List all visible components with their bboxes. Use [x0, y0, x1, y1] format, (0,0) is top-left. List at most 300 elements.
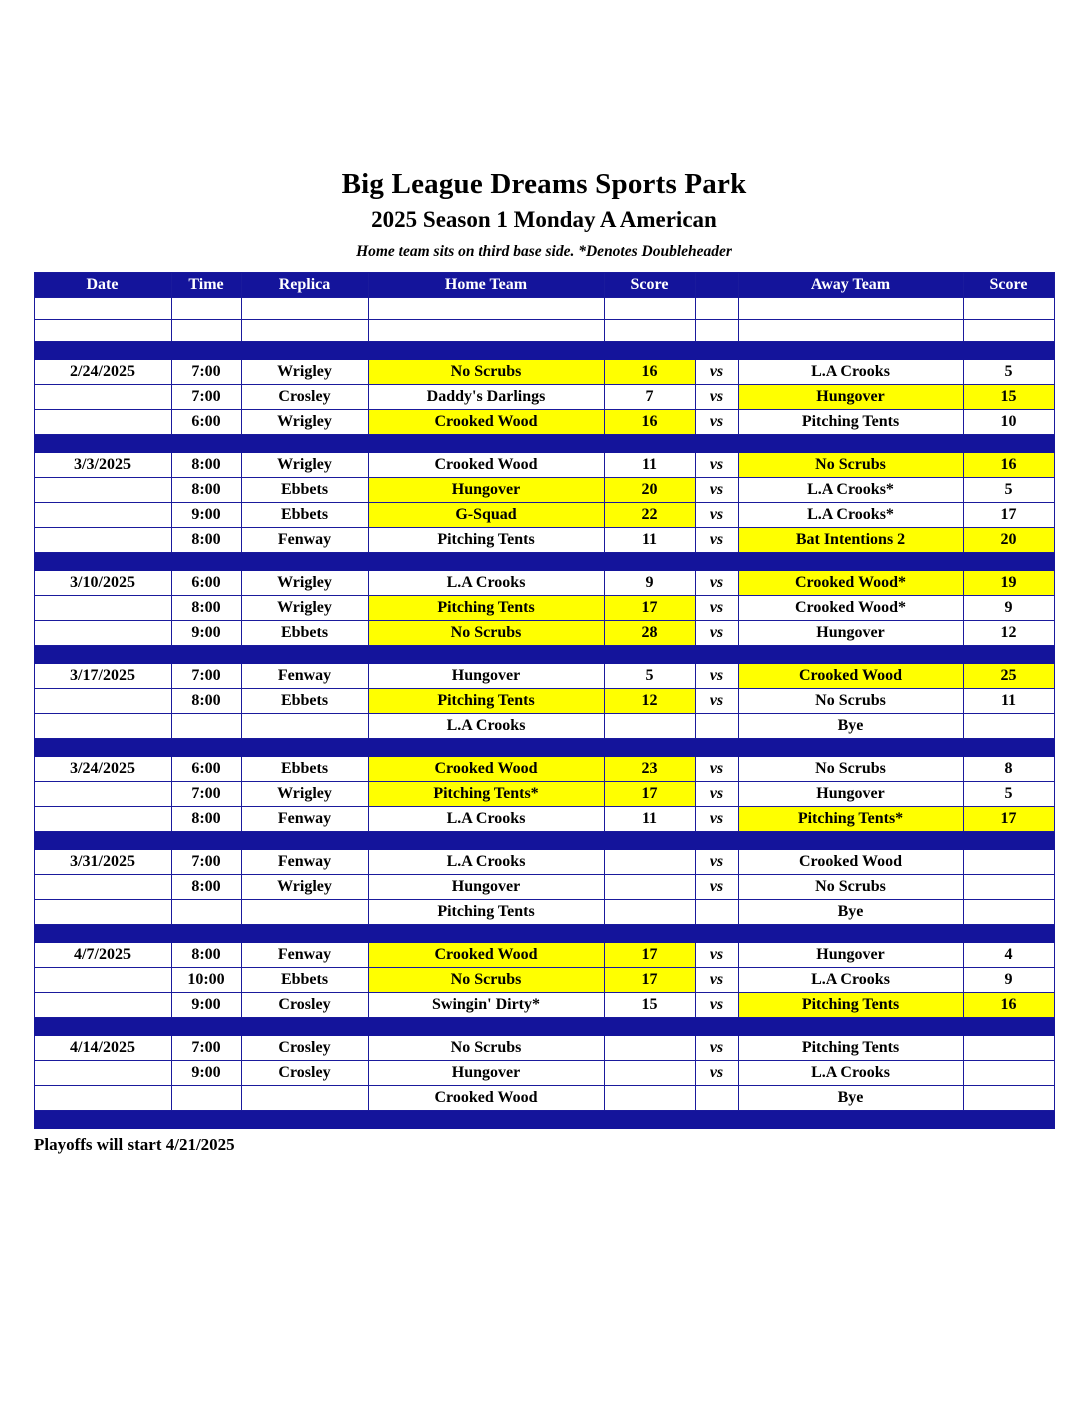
cell-home-team: Hungover: [368, 478, 604, 503]
page-note: Home team sits on third base side. *Denotes Doubleheader: [356, 242, 732, 260]
spacer-cell: [368, 320, 604, 342]
column-header-home-team: Home Team: [368, 273, 604, 298]
cell-home-score: 9: [604, 571, 695, 596]
cell-vs: vs: [695, 360, 738, 385]
table-row: [34, 1086, 1054, 1111]
cell-vs: [695, 1086, 738, 1111]
cell-away-team: Hungover: [738, 943, 963, 968]
cell-date: [34, 528, 171, 553]
separator-cell: [171, 435, 241, 453]
week-separator-row: [34, 646, 1054, 664]
separator-cell: [604, 342, 695, 360]
cell-home-score: [604, 1086, 695, 1111]
separator-cell: [368, 1018, 604, 1036]
cell-home-team: L.A Crooks: [368, 571, 604, 596]
table-row: [34, 621, 1054, 646]
cell-time: 8:00: [171, 478, 241, 503]
column-header-date: Date: [34, 273, 171, 298]
cell-home-score: 12: [604, 689, 695, 714]
week-separator-row: [34, 553, 1054, 571]
spacer-cell: [738, 298, 963, 320]
cell-away-team: No Scrubs: [738, 453, 963, 478]
cell-time: 7:00: [171, 850, 241, 875]
cell-replica: Wrigley: [241, 782, 368, 807]
cell-home-team: G-Squad: [368, 503, 604, 528]
separator-cell: [34, 342, 171, 360]
cell-home-score: [604, 1036, 695, 1061]
cell-home-team: Pitching Tents: [368, 900, 604, 925]
cell-date: 3/10/2025: [34, 571, 171, 596]
separator-cell: [368, 342, 604, 360]
spacer-cell: [963, 298, 1054, 320]
cell-replica: Crosley: [241, 385, 368, 410]
cell-home-score: [604, 1061, 695, 1086]
cell-replica: Fenway: [241, 528, 368, 553]
cell-time: 8:00: [171, 453, 241, 478]
cell-time: 6:00: [171, 571, 241, 596]
cell-vs: vs: [695, 410, 738, 435]
separator-cell: [695, 1018, 738, 1036]
cell-vs: vs: [695, 596, 738, 621]
cell-date: [34, 714, 171, 739]
spacer-cell: [241, 320, 368, 342]
cell-away-team: No Scrubs: [738, 757, 963, 782]
cell-date: [34, 993, 171, 1018]
separator-cell: [368, 925, 604, 943]
separator-cell: [963, 832, 1054, 850]
separator-cell: [695, 832, 738, 850]
separator-cell: [241, 435, 368, 453]
cell-vs: [695, 714, 738, 739]
separator-cell: [171, 1111, 241, 1129]
cell-time: [171, 1086, 241, 1111]
cell-home-score: 17: [604, 596, 695, 621]
cell-replica: Fenway: [241, 943, 368, 968]
cell-replica: Wrigley: [241, 453, 368, 478]
cell-replica: Wrigley: [241, 596, 368, 621]
cell-away-score: 16: [963, 453, 1054, 478]
separator-cell: [171, 832, 241, 850]
cell-vs: vs: [695, 453, 738, 478]
separator-cell: [695, 739, 738, 757]
separator-cell: [738, 342, 963, 360]
page-subtitle: 2025 Season 1 Monday A American: [371, 207, 717, 233]
table-row: [34, 807, 1054, 832]
cell-time: 6:00: [171, 410, 241, 435]
cell-away-team: L.A Crooks*: [738, 503, 963, 528]
table-row: [34, 1061, 1054, 1086]
cell-time: 7:00: [171, 385, 241, 410]
separator-cell: [241, 1111, 368, 1129]
separator-cell: [963, 646, 1054, 664]
separator-cell: [368, 646, 604, 664]
cell-away-team: L.A Crooks: [738, 968, 963, 993]
spacer-cell: [171, 320, 241, 342]
cell-time: 10:00: [171, 968, 241, 993]
cell-time: 8:00: [171, 689, 241, 714]
cell-away-score: 17: [963, 503, 1054, 528]
cell-away-score: 25: [963, 664, 1054, 689]
cell-date: [34, 807, 171, 832]
separator-cell: [34, 435, 171, 453]
separator-cell: [604, 925, 695, 943]
cell-time: 9:00: [171, 993, 241, 1018]
cell-home-score: [604, 875, 695, 900]
separator-cell: [963, 435, 1054, 453]
separator-cell: [604, 1018, 695, 1036]
cell-away-score: 20: [963, 528, 1054, 553]
cell-away-score: 17: [963, 807, 1054, 832]
cell-replica: Fenway: [241, 850, 368, 875]
cell-home-score: 16: [604, 360, 695, 385]
cell-vs: vs: [695, 875, 738, 900]
cell-home-score: 15: [604, 993, 695, 1018]
table-header-row: [34, 273, 1054, 298]
table-row: [34, 968, 1054, 993]
cell-away-score: 19: [963, 571, 1054, 596]
cell-away-team: L.A Crooks: [738, 360, 963, 385]
cell-date: 2/24/2025: [34, 360, 171, 385]
cell-away-team: L.A Crooks*: [738, 478, 963, 503]
week-separator-row: [34, 925, 1054, 943]
cell-vs: vs: [695, 528, 738, 553]
table-row: [34, 689, 1054, 714]
table-row: [34, 596, 1054, 621]
spacer-row: [34, 320, 1054, 342]
cell-replica: Ebbets: [241, 757, 368, 782]
separator-cell: [738, 1111, 963, 1129]
separator-cell: [171, 553, 241, 571]
separator-cell: [963, 342, 1054, 360]
spacer-cell: [695, 320, 738, 342]
cell-date: [34, 478, 171, 503]
week-separator-row: [34, 1111, 1054, 1129]
cell-away-team: Pitching Tents: [738, 993, 963, 1018]
cell-date: [34, 875, 171, 900]
cell-date: 4/7/2025: [34, 943, 171, 968]
cell-home-score: 11: [604, 807, 695, 832]
table-body: [34, 298, 1054, 1129]
separator-cell: [34, 646, 171, 664]
table-row: [34, 571, 1054, 596]
cell-home-score: 23: [604, 757, 695, 782]
cell-home-score: 20: [604, 478, 695, 503]
cell-away-team: Bye: [738, 1086, 963, 1111]
cell-home-score: [604, 850, 695, 875]
cell-away-score: 11: [963, 689, 1054, 714]
separator-cell: [171, 342, 241, 360]
cell-home-score: 17: [604, 968, 695, 993]
cell-home-score: 17: [604, 782, 695, 807]
cell-vs: vs: [695, 943, 738, 968]
cell-replica: Wrigley: [241, 571, 368, 596]
separator-cell: [34, 832, 171, 850]
cell-replica: Crosley: [241, 1061, 368, 1086]
cell-away-team: Pitching Tents: [738, 1036, 963, 1061]
spacer-cell: [604, 298, 695, 320]
separator-cell: [604, 646, 695, 664]
cell-time: [171, 900, 241, 925]
cell-away-score: 8: [963, 757, 1054, 782]
cell-date: [34, 1086, 171, 1111]
document-header: [0, 0, 1088, 261]
cell-home-team: Pitching Tents: [368, 596, 604, 621]
separator-cell: [604, 832, 695, 850]
cell-replica: [241, 900, 368, 925]
spacer-row: [34, 298, 1054, 320]
table-row: [34, 1036, 1054, 1061]
cell-home-team: No Scrubs: [368, 1036, 604, 1061]
cell-home-team: Pitching Tents: [368, 689, 604, 714]
cell-away-score: [963, 875, 1054, 900]
schedule-table: [34, 272, 1055, 1129]
separator-cell: [171, 1018, 241, 1036]
cell-date: [34, 621, 171, 646]
separator-cell: [695, 342, 738, 360]
cell-home-score: 7: [604, 385, 695, 410]
cell-home-team: No Scrubs: [368, 621, 604, 646]
separator-cell: [963, 553, 1054, 571]
cell-away-team: Crooked Wood: [738, 664, 963, 689]
separator-cell: [34, 739, 171, 757]
week-separator-row: [34, 739, 1054, 757]
cell-away-score: 10: [963, 410, 1054, 435]
table-row: [34, 943, 1054, 968]
separator-cell: [241, 342, 368, 360]
separator-cell: [368, 832, 604, 850]
separator-cell: [34, 925, 171, 943]
table-row: [34, 875, 1054, 900]
cell-away-team: Crooked Wood*: [738, 596, 963, 621]
cell-time: 6:00: [171, 757, 241, 782]
cell-away-score: 4: [963, 943, 1054, 968]
spacer-cell: [368, 298, 604, 320]
separator-cell: [738, 1018, 963, 1036]
cell-home-score: 11: [604, 528, 695, 553]
table-row: [34, 478, 1054, 503]
cell-time: 7:00: [171, 782, 241, 807]
cell-away-score: 9: [963, 968, 1054, 993]
column-header-replica: Replica: [241, 273, 368, 298]
cell-date: 4/14/2025: [34, 1036, 171, 1061]
cell-vs: vs: [695, 664, 738, 689]
cell-away-team: Hungover: [738, 782, 963, 807]
separator-cell: [738, 925, 963, 943]
cell-replica: Wrigley: [241, 410, 368, 435]
cell-away-score: [963, 714, 1054, 739]
separator-cell: [963, 739, 1054, 757]
table-row: [34, 360, 1054, 385]
cell-away-score: [963, 1086, 1054, 1111]
cell-vs: vs: [695, 850, 738, 875]
separator-cell: [171, 739, 241, 757]
separator-cell: [241, 925, 368, 943]
cell-date: 3/3/2025: [34, 453, 171, 478]
cell-date: [34, 410, 171, 435]
cell-vs: vs: [695, 621, 738, 646]
cell-vs: vs: [695, 478, 738, 503]
cell-time: 9:00: [171, 1061, 241, 1086]
cell-away-team: Crooked Wood*: [738, 571, 963, 596]
cell-date: 3/24/2025: [34, 757, 171, 782]
cell-vs: vs: [695, 689, 738, 714]
cell-home-team: Hungover: [368, 1061, 604, 1086]
separator-cell: [738, 832, 963, 850]
cell-home-score: [604, 900, 695, 925]
cell-home-team: No Scrubs: [368, 360, 604, 385]
playoffs-note: Playoffs will start 4/21/2025: [34, 1135, 235, 1155]
cell-away-team: No Scrubs: [738, 875, 963, 900]
cell-replica: [241, 1086, 368, 1111]
separator-cell: [604, 553, 695, 571]
separator-cell: [368, 553, 604, 571]
cell-away-score: [963, 1061, 1054, 1086]
cell-away-score: 12: [963, 621, 1054, 646]
cell-away-score: [963, 1036, 1054, 1061]
cell-time: 9:00: [171, 621, 241, 646]
separator-cell: [171, 925, 241, 943]
cell-home-team: Crooked Wood: [368, 453, 604, 478]
separator-cell: [738, 553, 963, 571]
separator-cell: [738, 646, 963, 664]
cell-away-team: No Scrubs: [738, 689, 963, 714]
cell-away-team: Pitching Tents: [738, 410, 963, 435]
cell-home-team: L.A Crooks: [368, 807, 604, 832]
table-row: [34, 410, 1054, 435]
cell-time: 7:00: [171, 1036, 241, 1061]
cell-replica: Wrigley: [241, 875, 368, 900]
cell-vs: [695, 900, 738, 925]
cell-home-team: Pitching Tents*: [368, 782, 604, 807]
cell-home-score: 28: [604, 621, 695, 646]
spacer-cell: [34, 320, 171, 342]
spacer-cell: [34, 298, 171, 320]
separator-cell: [963, 1111, 1054, 1129]
separator-cell: [738, 435, 963, 453]
table-row: [34, 503, 1054, 528]
cell-home-team: Hungover: [368, 664, 604, 689]
cell-time: 9:00: [171, 503, 241, 528]
spacer-cell: [604, 320, 695, 342]
cell-vs: vs: [695, 807, 738, 832]
cell-date: 3/31/2025: [34, 850, 171, 875]
separator-cell: [241, 646, 368, 664]
cell-date: [34, 596, 171, 621]
cell-time: [171, 714, 241, 739]
cell-date: [34, 503, 171, 528]
separator-cell: [368, 739, 604, 757]
cell-away-score: 16: [963, 993, 1054, 1018]
cell-replica: Wrigley: [241, 360, 368, 385]
cell-away-score: 15: [963, 385, 1054, 410]
separator-cell: [241, 553, 368, 571]
cell-vs: vs: [695, 503, 738, 528]
week-separator-row: [34, 1018, 1054, 1036]
cell-vs: vs: [695, 968, 738, 993]
cell-replica: Crosley: [241, 993, 368, 1018]
cell-away-score: 5: [963, 782, 1054, 807]
separator-cell: [604, 435, 695, 453]
table-row: [34, 900, 1054, 925]
cell-replica: Ebbets: [241, 689, 368, 714]
separator-cell: [738, 739, 963, 757]
cell-vs: vs: [695, 782, 738, 807]
separator-cell: [604, 1111, 695, 1129]
cell-away-team: Bat Intentions 2: [738, 528, 963, 553]
cell-home-team: Crooked Wood: [368, 410, 604, 435]
separator-cell: [695, 646, 738, 664]
cell-date: 3/17/2025: [34, 664, 171, 689]
column-header-home-score: Score: [604, 273, 695, 298]
page-title: Big League Dreams Sports Park: [341, 168, 747, 200]
table-row: [34, 714, 1054, 739]
cell-time: 7:00: [171, 360, 241, 385]
separator-cell: [34, 1018, 171, 1036]
separator-cell: [171, 646, 241, 664]
cell-time: 7:00: [171, 664, 241, 689]
separator-cell: [241, 832, 368, 850]
cell-away-team: Crooked Wood: [738, 850, 963, 875]
separator-cell: [695, 553, 738, 571]
cell-away-team: Pitching Tents*: [738, 807, 963, 832]
cell-home-team: Hungover: [368, 875, 604, 900]
table-row: [34, 757, 1054, 782]
cell-home-team: No Scrubs: [368, 968, 604, 993]
cell-date: [34, 968, 171, 993]
cell-replica: Crosley: [241, 1036, 368, 1061]
table-row: [34, 850, 1054, 875]
cell-away-team: Bye: [738, 714, 963, 739]
cell-date: [34, 689, 171, 714]
cell-date: [34, 1061, 171, 1086]
cell-away-team: L.A Crooks: [738, 1061, 963, 1086]
cell-home-score: 17: [604, 943, 695, 968]
separator-cell: [695, 925, 738, 943]
cell-vs: vs: [695, 993, 738, 1018]
table-row: [34, 993, 1054, 1018]
separator-cell: [604, 739, 695, 757]
separator-cell: [695, 435, 738, 453]
cell-away-team: Hungover: [738, 621, 963, 646]
column-header-time: Time: [171, 273, 241, 298]
cell-replica: Ebbets: [241, 621, 368, 646]
column-header-vs: [695, 273, 738, 298]
cell-time: 8:00: [171, 943, 241, 968]
separator-cell: [34, 1111, 171, 1129]
cell-date: [34, 782, 171, 807]
cell-replica: Ebbets: [241, 968, 368, 993]
cell-replica: Ebbets: [241, 478, 368, 503]
table-row: [34, 664, 1054, 689]
cell-away-team: Bye: [738, 900, 963, 925]
cell-vs: vs: [695, 1036, 738, 1061]
separator-cell: [34, 553, 171, 571]
cell-away-score: 5: [963, 360, 1054, 385]
cell-home-team: Crooked Wood: [368, 1086, 604, 1111]
cell-away-score: [963, 850, 1054, 875]
cell-away-team: Hungover: [738, 385, 963, 410]
cell-time: 8:00: [171, 875, 241, 900]
week-separator-row: [34, 342, 1054, 360]
week-separator-row: [34, 435, 1054, 453]
cell-vs: vs: [695, 385, 738, 410]
separator-cell: [368, 435, 604, 453]
cell-vs: vs: [695, 757, 738, 782]
spacer-cell: [738, 320, 963, 342]
cell-home-score: 16: [604, 410, 695, 435]
cell-away-score: [963, 900, 1054, 925]
cell-replica: Fenway: [241, 664, 368, 689]
